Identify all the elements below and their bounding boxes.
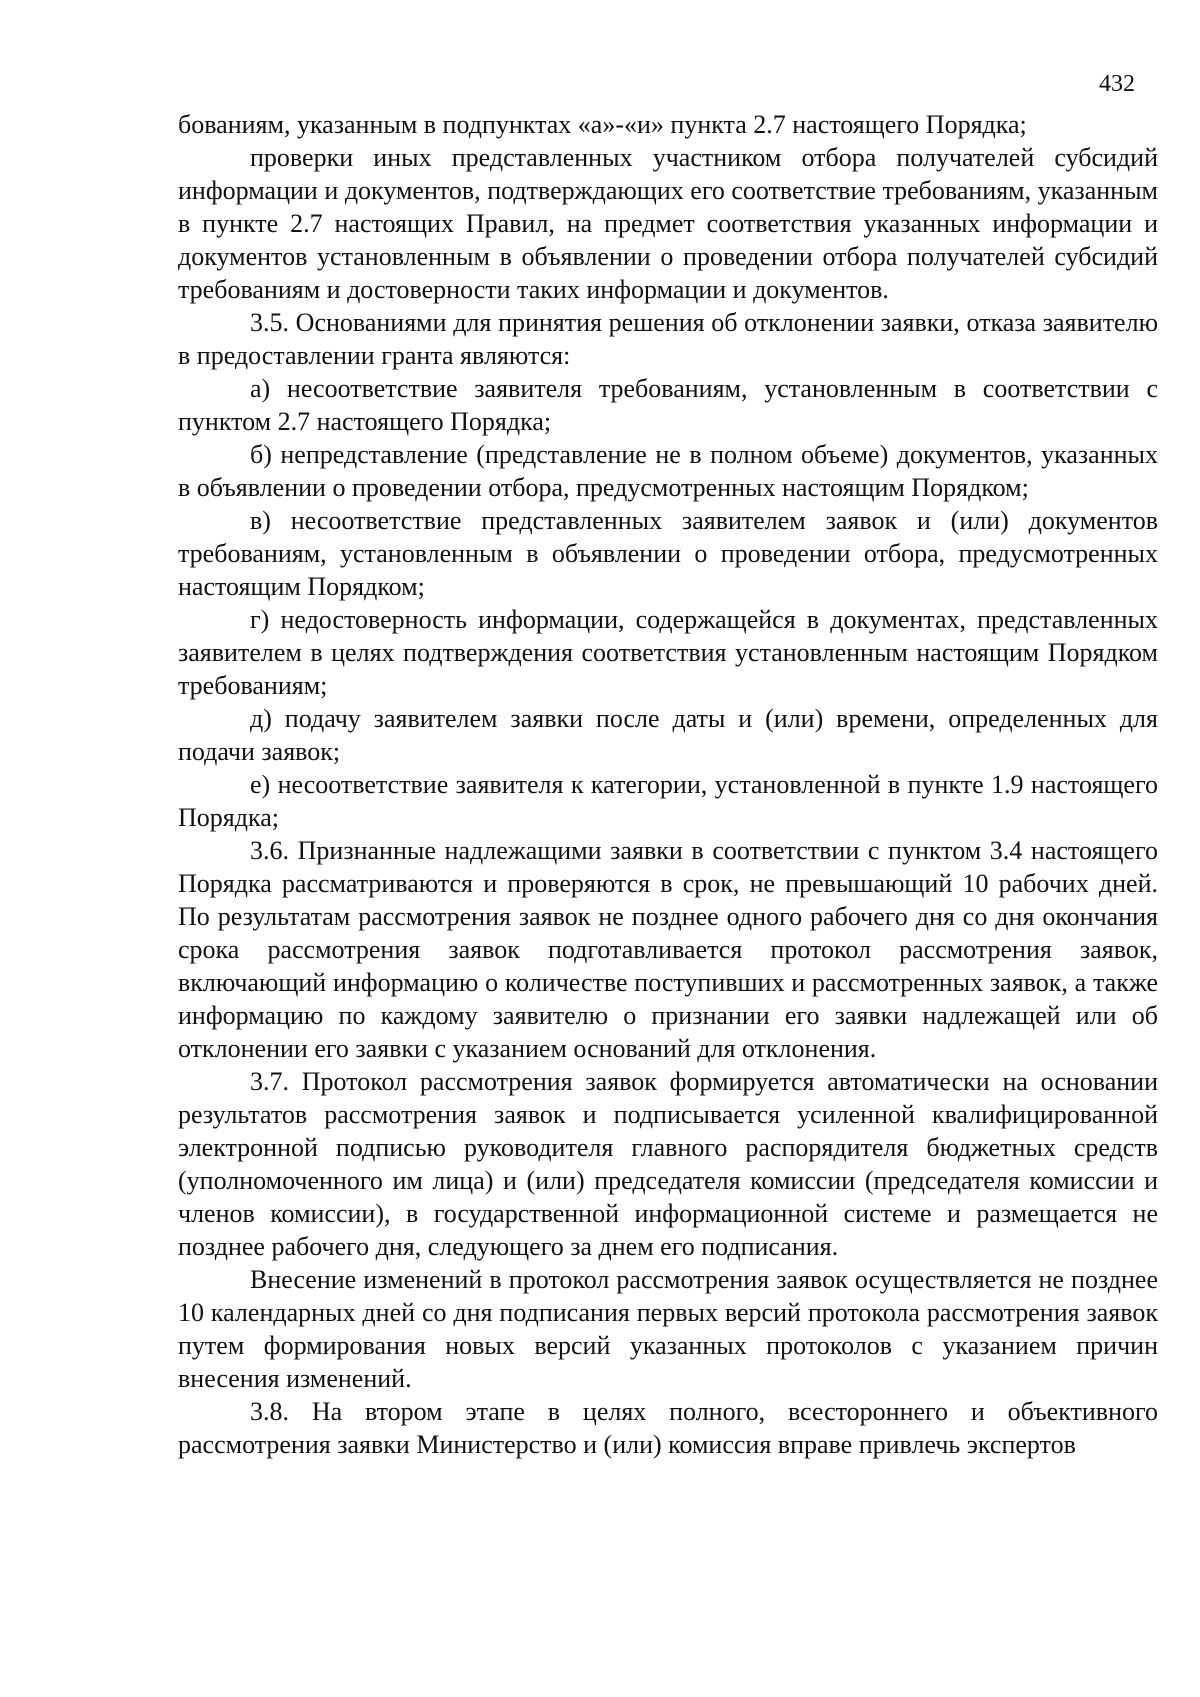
paragraph: 3.6. Признанные надлежащими заявки в соответствии с пунктом 3.4 настоящего Порядка рассматриваются и проверяются в срок, не превышающий 10 рабочих дней. По результатам рассмотрения заявок не позднее одного рабочего дня со дня окончания срока рассмотрения заявок подготавливается протокол рассмотрения заявок, включающий информацию о количестве поступивших и рассмотренных заявок, а также информацию по каждому заявителю о признании его заявки надлежащей или об отклонении его заявки с указанием оснований для отклонения. (178, 836, 1158, 1063)
paragraph: Внесение изменений в протокол рассмотрения заявок осуществляется не позднее 10 календарных дней со дня подписания первых версий протокола рассмотрения заявок путем формирования новых версий указанных протоколов с указанием причин внесения изменений. (178, 1265, 1158, 1393)
paragraph: д) подачу заявителем заявки после даты и (или) времени, определенных для подачи заявок; (178, 704, 1158, 766)
paragraph: в) несоответствие представленных заявителем заявок и (или) документов требованиям, установленным в объявлении о проведении отбора, предусмотренных настоящим Порядком; (178, 506, 1158, 601)
paragraph: бованиям, указанным в подпунктах «а»-«и» пункта 2.7 настоящего Порядка; (178, 110, 1027, 139)
paragraph: г) недостоверность информации, содержащейся в документах, представленных заявителем в целях подтверждения соответствия установленным настоящим Порядком требованиям; (178, 605, 1158, 700)
paragraph: б) непредставление (представление не в полном объеме) документов, указанных в объявлении о проведении отбора, предусмотренных настоящим Порядком; (178, 440, 1158, 502)
paragraph: 3.5. Основаниями для принятия решения об отклонении заявки, отказа заявителю в предоставлении гранта являются: (178, 308, 1158, 370)
paragraph: 3.7. Протокол рассмотрения заявок формируется автоматически на основании результатов рассмотрения заявок и подписывается усиленной квалифицированной электронной подписью руководителя главного распорядителя бюджетных средств (уполномоченного им лица) и (или) председателя комиссии (председателя комиссии и членов комиссии), в государственной информационной системе и размещается не позднее рабочего дня, следующего за днем его подписания. (178, 1067, 1158, 1261)
paragraph: 3.8. На втором этапе в целях полного, всестороннего и объективного рассмотрения заявки Министерство и (или) комиссия вправе привлечь экспертов (178, 1397, 1158, 1459)
paragraph: а) несоответствие заявителя требованиям, установленным в соответствии с пунктом 2.7 настоящего Порядка; (178, 374, 1158, 436)
page-number: 432 (1099, 71, 1135, 97)
paragraph: е) несоответствие заявителя к категории, установленной в пункте 1.9 настоящего Порядка; (178, 770, 1158, 832)
document-body (178, 108, 1158, 1461)
paragraph: проверки иных представленных участником отбора получателей субсидий информации и документов, подтверждающих его соответствие требованиям, указанным в пункте 2.7 настоящих Правил, на предмет соответствия указанных информации и документов установленным в объявлении о проведении отбора получателей субсидий требованиям и достоверности таких информации и документов. (178, 143, 1158, 304)
